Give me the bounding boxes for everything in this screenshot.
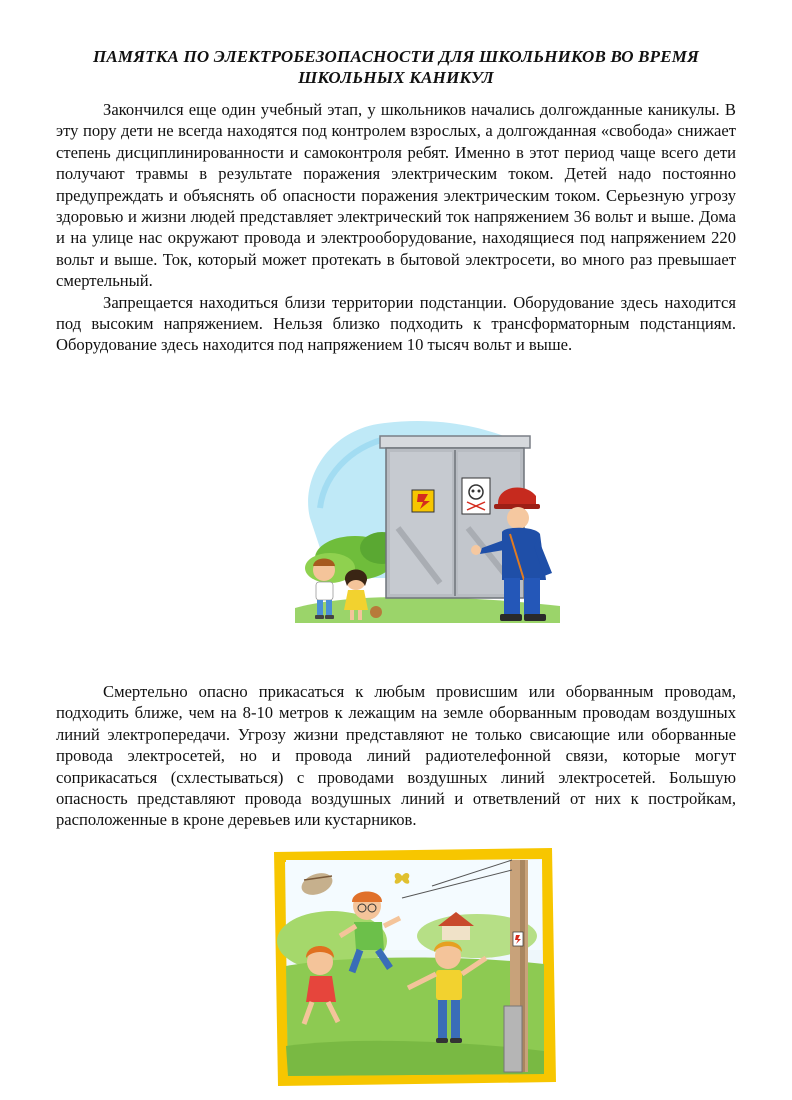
wires-text-block: [56, 681, 736, 831]
intro-text-block: [56, 99, 736, 356]
substation-illustration: [290, 408, 570, 638]
title-line-2: ШКОЛЬНЫХ КАНИКУЛ: [298, 68, 494, 87]
paragraph-intro: Закончился еще один учебный этап, у школьников начались долгожданные каникулы. В эту пору дети не всегда находятся под контролем взрослых, а долгожданная «свобода» снижает степень дисциплинированности и самоконтроля ребят. Именно в этот период чаще всего дети получают травмы в результате поражения электрическим током. Детей надо постоянно предупреждать и объяснять об опасности поражения электрическим током. Серьезную угрозу здоровью и жизни людей представляет электрический ток напряжением 36 вольт и выше. Дома и на улице нас окружают провода и электрооборудование, находящиеся под напряжением 220 вольт и выше. Ток, который может протекать в бытовой электросети, во много раз превышает смертельный.: [56, 100, 736, 291]
playground-illustration: [272, 846, 558, 1088]
page-title: [56, 46, 736, 88]
teddy-bear-icon: [370, 606, 382, 618]
skull-danger-sign-icon: [462, 478, 490, 514]
high-voltage-sign-icon: [412, 490, 434, 512]
paragraph-wires: Смертельно опасно прикасаться к любым провисшим или оборванным проводам, подходить ближе, чем на 8-10 метров к лежащим на земле оборванным проводам воздушных линий электропередачи. Угрозу жизни представляют не только свисающие или оборванные провода электросетей, но и провода линий радиотелефонной связи, которые могут соприкасаться (схлестываться) с проводами воздушных линий электросетей. Большую опасность представляют провода воздушных линий и ответвлений от них к постройкам, расположенные в кроне деревьев или кустарников.: [56, 682, 736, 830]
title-line-1: ПАМЯТКА ПО ЭЛЕКТРОБЕЗОПАСНОСТИ ДЛЯ ШКОЛЬНИКОВ ВО ВРЕМЯ: [92, 47, 700, 66]
paragraph-substation: Запрещается находиться близи территории подстанции. Оборудование здесь находится под высоким напряжением. Нельзя близко подходить к трансформаторным подстанциям. Оборудование здесь находится под напряжением 10 тысяч вольт и выше.: [56, 292, 736, 355]
